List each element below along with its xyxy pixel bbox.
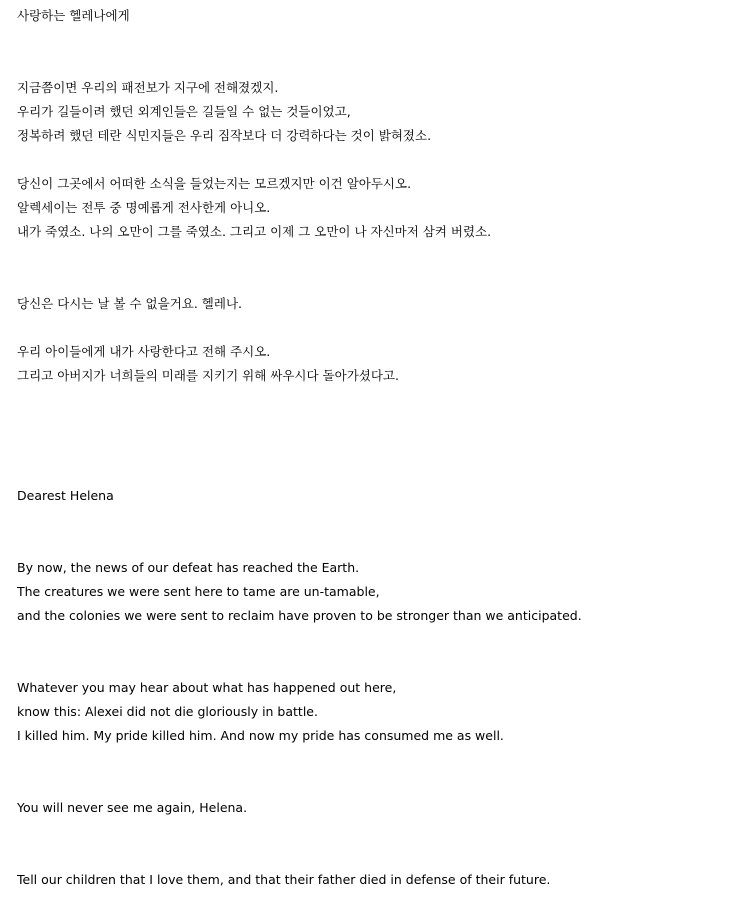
korean-p3-line: 당신은 다시는 날 볼 수 없을거요. 헬레나. — [17, 296, 242, 311]
korean-p1-line-3: 정복하려 했던 테란 식민지들은 우리 짐작보다 더 강력하다는 것이 밝혀졌소. — [17, 128, 432, 143]
korean-salutation: 사랑하는 헬레나에게 — [17, 8, 130, 23]
korean-p2-line-1: 당신이 그곳에서 어떠한 소식을 들었는지는 모르겠지만 이건 알아두시오. — [17, 176, 412, 191]
english-p1-line-2: The creatures we were sent here to tame are un-tamable, — [17, 584, 380, 599]
english-p3-line: You will never see me again, Helena. — [17, 800, 248, 815]
korean-p1-line-1: 지금쯤이면 우리의 패전보가 지구에 전해졌겠지. — [17, 80, 279, 95]
korean-p4-line-1: 우리 아이들에게 내가 사랑한다고 전해 주시오. — [17, 344, 271, 359]
english-p2-line-2: know this: Alexei did not die gloriously in battle. — [17, 704, 318, 719]
english-salutation: Dearest Helena — [17, 488, 114, 503]
english-p1-line-3: and the colonies we were sent to reclaim have proven to be stronger than we anticipated. — [17, 608, 582, 623]
korean-p2-line-3: 내가 죽였소. 나의 오만이 그를 죽였소. 그리고 이제 그 오만이 나 자신마저 삼켜 버렸소. — [17, 224, 492, 239]
korean-p1-line-2: 우리가 길들이려 했던 외계인들은 길들일 수 없는 것들이었고, — [17, 104, 351, 119]
english-p4-line: Tell our children that I love them, and that their father died in defense of their future. — [17, 872, 551, 887]
korean-p2-line-2: 알렉세이는 전투 중 명예롭게 전사한게 아니오. — [17, 200, 271, 215]
english-p1-line-1: By now, the news of our defeat has reached the Earth. — [17, 560, 360, 575]
english-p2-line-1: Whatever you may hear about what has happened out here, — [17, 680, 397, 695]
english-p2-line-3: I killed him. My pride killed him. And now my pride has consumed me as well. — [17, 728, 504, 743]
korean-p4-line-2: 그리고 아버지가 너희들의 미래를 지키기 위해 싸우시다 돌아가셨다고. — [17, 368, 399, 383]
